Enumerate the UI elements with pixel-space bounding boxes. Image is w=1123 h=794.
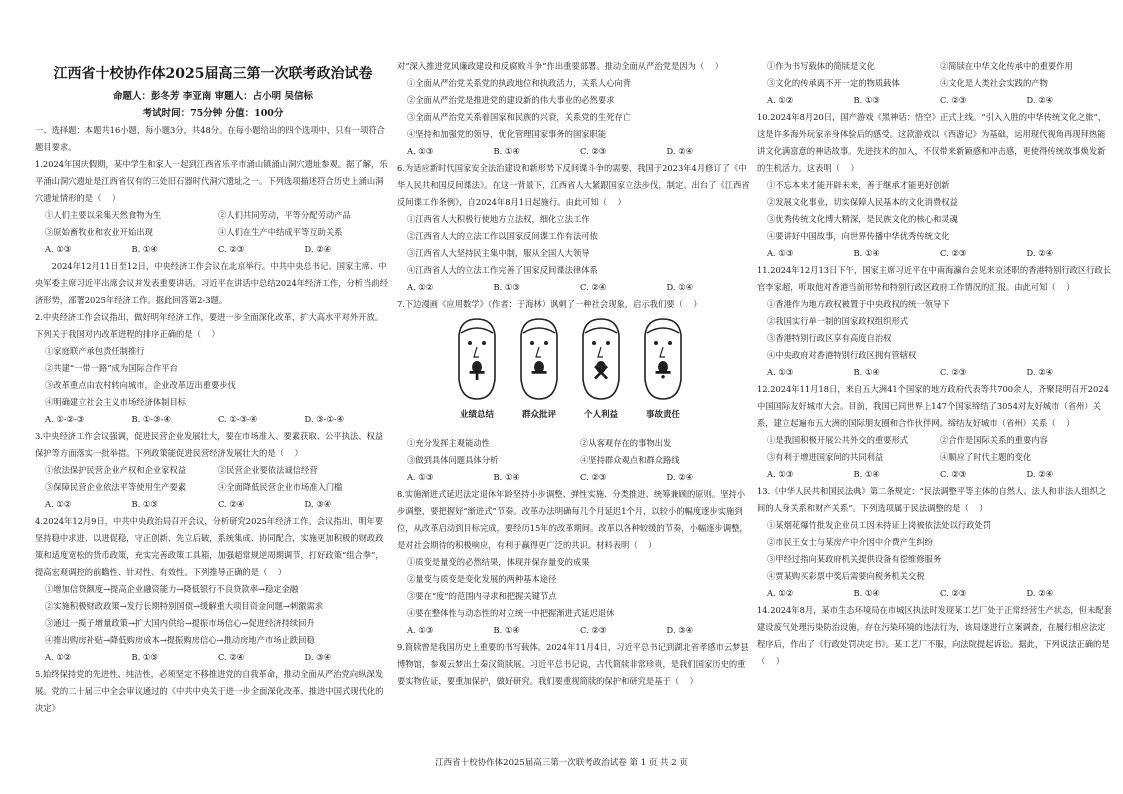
q3-choice-d: D. ③④ xyxy=(304,499,332,509)
q5-choice-c: C. ②③ xyxy=(580,146,607,156)
authors: 命题人：彭冬芳 李亚南 审题人：占小明 吴信标 xyxy=(113,91,313,102)
q11-item-1: ①香港作为地方政权被置于中央政权的统一领导下 xyxy=(767,299,950,309)
q13-choice-d: D. ②④ xyxy=(1026,588,1054,598)
q10-item-2: ②发展文化事业，切实保障人民基本的文化消费权益 xyxy=(767,197,958,207)
q12-choice-a: A. ①③ xyxy=(767,469,794,479)
q5-item-3: ③全面从严治党关系着国家和民族的兴衰，关系党的生死存亡 xyxy=(407,112,632,122)
q6-item-4: ④江西省人大的立法工作完善了国家反间谍法律体系 xyxy=(407,265,598,275)
q6-choice-c: C. ②④ xyxy=(580,282,607,292)
column-3 xyxy=(757,58,1113,670)
q2-choice-b: B. ①-③-④ xyxy=(131,414,171,424)
q3-item-2: ②民营企业要依法诚信经营 xyxy=(218,465,318,475)
q3-stem: 3.中央经济工作会议强调，促进民营企业发展壮大，要在市场准入、要素获取、公平执法、权益保护等方面落实一批举措。下列政策能促进民营经济发展壮大的是（ ） xyxy=(35,431,384,458)
q6-choice-a: A. ①② xyxy=(407,282,434,292)
q7-options-row1 xyxy=(397,435,753,452)
q1-choice-a: A. ①③ xyxy=(45,244,72,254)
q5-choices xyxy=(397,143,753,160)
q3-choice-c: C. ②④ xyxy=(218,499,245,509)
q10-choices xyxy=(757,245,1113,262)
cartoon-label-3: 个人利益 xyxy=(583,410,618,420)
q9-choice-d: D. ②④ xyxy=(1026,95,1054,105)
q11-item-3: ③香港特别行政区享有高度自治权 xyxy=(767,333,892,343)
q8-item-4: ④要在整体性与动态性的对立统一中把握渐进式延迟退休 xyxy=(407,608,615,618)
q3-item-1: ①依法保护民营企业产权和企业家权益 xyxy=(45,465,187,475)
q1-item-1: ①人们主要以采集天然食物为生 xyxy=(45,210,162,220)
q12-options-row1 xyxy=(757,432,1113,449)
q12-item-2: ②合作是国际关系的重要内容 xyxy=(940,435,1048,445)
q4-item-1: ①增加信贷额度→提高企业融资能力→降低银行不良贷款率→稳定金融 xyxy=(45,584,299,594)
q8-choice-c: C. ②③ xyxy=(580,625,607,635)
q7-choice-c: C. ②③ xyxy=(580,472,607,482)
q1-stem: 1.2024年国庆假期，某中学生和家人一起到江西省乐平市涌山镇涌山洞穴遗址参观。据了解，乐平涌山洞穴遗址是江西省仅有的三处旧石器时代洞穴遗址之一。下列选项描述符合历史上涌山洞穴遗址情形的是（ ） xyxy=(35,159,388,203)
q5-stem: 5.始终保持党的先进性、纯洁性，必须坚定不移推进党的自我革命，推动全面从严治党向纵深发展。党的二十届三中全会审议通过的《中共中央关于进一步全面深化改革、推进中国式现代化的决定》 xyxy=(35,669,384,713)
q9-choice-a: A. ①② xyxy=(767,95,794,105)
q8-item-3: ③要在“度”的范围内寻求和把握关键节点 xyxy=(407,591,557,601)
q12-choice-c: C. ②③ xyxy=(940,469,967,479)
q13-stem: 13.《中华人民共和国民法典》第二条规定：“民法调整平等主体的自然人、法人和非法人组织之间的人身关系和财产关系”。下列选项属于民法调整的是（ ） xyxy=(757,486,1107,513)
q10-choice-c: C. ②③ xyxy=(940,248,967,258)
q6-choice-d: D. ①④ xyxy=(666,282,694,292)
q6-stem: 6.为适应新时代国家安全法治建设和新形势下反间谍斗争的需要，我国于2023年4月修订了《中华人民共和国反间谍法》。在这一背景下，江西省人大紧跟国家立法步伐，制定、出台了《江西省反间谍工作条例》，自2024年8月1日起施行。由此可知（ ） xyxy=(397,163,750,207)
q4-choice-b: B. ①③ xyxy=(131,652,158,662)
q4-choice-c: C. ②④ xyxy=(218,652,245,662)
q7-item-3: ③做到具体问题具体分析 xyxy=(407,455,499,465)
q13-choice-c: C. ②③ xyxy=(940,588,967,598)
q7-item-2: ②从客观存在的事物出发 xyxy=(580,438,672,448)
q1-item-2: ②人们共同劳动，平等分配劳动产品 xyxy=(218,210,351,220)
q5-item-1: ①全面从严治党关系党的执政地位和执政活力，关系人心向背 xyxy=(407,78,632,88)
q3-options-row2 xyxy=(35,479,391,496)
q8-choice-a: A. ①③ xyxy=(407,625,434,635)
q2-choice-d: D. ③-①-④ xyxy=(304,414,345,424)
q8-item-2: ②量变与质变是变化发展的两种基本途径 xyxy=(407,574,557,584)
q4-stem: 4.2024年12月9日，中共中央政治局召开会议，分析研究2025年经济工作。会议指出，明年要坚持稳中求进、以进促稳，守正创新、先立后破，系统集成、协同配合，实施更加积极的财政政策和适度宽松的货币政策，充实完善政策工具箱，加强超常规逆周期调节，打好政策“组合拳”，提高宏观调控的前瞻性、针对性、有效性。下列推导正确的是（ ） xyxy=(35,516,384,577)
q13-item-4: ④贾某购买彩票中奖后需要向税务机关交税 xyxy=(767,571,925,581)
q4-choice-a: A. ①② xyxy=(45,652,72,662)
q7-choice-b: B. ①④ xyxy=(493,472,520,482)
cartoon-label-1: 业绩总结 xyxy=(459,410,494,420)
column-2 xyxy=(397,58,753,690)
q8-choice-d: D. ③④ xyxy=(666,625,694,635)
q9-choice-b: B. ①③ xyxy=(853,95,880,105)
q5-item-4: ④坚持和加强党的领导，优化管理国家事务的国家职能 xyxy=(407,129,607,139)
section-intro: 一、选择题：本题共16小题，每小题3分，共48分。在每小题给出的四个选项中，只有一项符合题目要求。 xyxy=(35,125,385,152)
q2-item-4: ④明确建立社会主义市场经济体制目标 xyxy=(45,397,187,407)
q12-item-3: ③有利于增进国家间的共同利益 xyxy=(767,452,884,462)
q3-options-row1 xyxy=(35,462,391,479)
q12-item-1: ①是我国积极开展公共外交的重要形式 xyxy=(767,435,909,445)
q8-item-1: ①质变是量变的必然结果，体现并保存量变的成果 xyxy=(407,557,590,567)
q7-item-1: ①充分发挥主观能动性 xyxy=(407,438,490,448)
q1-choice-d: D. ②④ xyxy=(304,244,332,254)
q12-options-row2 xyxy=(757,449,1113,466)
q4-item-3: ③通过一揽子增量政策→扩大国内供给→提振市场信心→促进经济持续回升 xyxy=(45,618,315,628)
q9-stem: 9.简牍曾是我国历史上重要的书写载体。2024年11月4日，习近平总书记到湖北省孝感市云梦县博物馆，参观云梦出土秦汉简牍展。习近平总书记说，古代简牍非常珍贵，是我们国家历史的重要实物佐证，要重加保护，做好研究。我们要重视简牍的保护和研究是基于（ ） xyxy=(397,642,749,686)
q8-stem: 8.实施渐进式延迟法定退休年龄坚持小步调整、弹性实施、分类推进、统筹兼顾的原则。坚持小步调整，要把握好“渐进式”节奏。改革办法明确每几个月延迟1个月，以较小的幅度逐步实施到位，从改革启动到目标完成，要经历15年的改革期间。改革以各种较缓的节奏，小幅逐步调整，是对社会期待的积极响应，有利于赢得更广泛的共识。材料表明（ ） xyxy=(397,489,748,550)
q1-choice-c: C. ②③ xyxy=(218,244,245,254)
q2-stem: 2.中央经济工作会议指出，做好明年经济工作，要进一步全面深化改革，扩大高水平对外开放。下列关于我国对内改革进程的排序正确的是（ ） xyxy=(35,312,384,339)
q4-choice-d: D. ③④ xyxy=(304,652,332,662)
q9-item-4: ④文化是人类社会实践的产物 xyxy=(940,78,1048,88)
q10-stem: 10.2024年8月20日，国产游戏《黑神话：悟空》正式上线。“引入入胜的中华传统文化之旅”，这是许多海外玩家亲身体验后的感受。这款游戏以《西游记》为基础，运用现代视角再现拜热能讲文化满富意的神话故事。先进技术的加入，不仅带来新颖感和冲击感，更使得传统故事焕发新的生机活力。这表明（ ） xyxy=(757,112,1107,173)
q13-choices xyxy=(757,585,1113,602)
q11-choices xyxy=(757,364,1113,381)
q10-item-1: ①不忘本来才能开辟未来，善于继承才能更好创新 xyxy=(767,180,950,190)
cartoon-label-4: 事故责任 xyxy=(645,410,680,420)
q6-choices xyxy=(397,279,753,296)
q11-item-4: ④中央政府对香港特别行政区拥有管辖权 xyxy=(767,350,917,360)
q1-item-4: ④人们在生产中结成平等互助关系 xyxy=(218,227,343,237)
q5-item-2: ②全面从严治党是推进党的建设新的伟大事业的必然要求 xyxy=(407,95,615,105)
q1-options-row1 xyxy=(35,207,391,224)
q7-item-4: ④坚持群众观点和群众路线 xyxy=(580,455,680,465)
q10-choice-b: B. ①④ xyxy=(853,248,880,258)
q2-item-3: ③改革重点由农村转向城市，企业改革迈出重要步伐 xyxy=(45,380,236,390)
q12-stem: 12.2024年11月18日，来自五大洲41个国家的地方政府代表等共700余人，齐聚昆明召开2024中国国际友好城市大会。目前，我国已同世界上147个国家缔结了3054对友好城市（省州）关系，建立起遍布五大洲的国际朋友圈和合作伙伴网。缔结友好城市（省州）关系（ ） xyxy=(757,384,1109,428)
q10-choice-a: A. ①③ xyxy=(767,248,794,258)
q8-choices xyxy=(397,622,753,639)
q4-choices xyxy=(35,649,391,666)
cartoon-label-2: 群众批评 xyxy=(521,410,556,420)
q2-choices xyxy=(35,411,391,428)
sign-1: + xyxy=(466,357,488,386)
q5-choice-a: A. ①③ xyxy=(407,146,434,156)
q3-choices xyxy=(35,496,391,513)
q12-choices xyxy=(757,466,1113,483)
q11-item-2: ②我国实行单一制的国家政权组织形式 xyxy=(767,316,909,326)
q11-choice-c: C. ②③ xyxy=(940,367,967,377)
q6-choice-b: B. ①③ xyxy=(493,282,520,292)
q2-item-1: ①家庭联产承包责任制推行 xyxy=(45,346,145,356)
q2-choice-c: C. ①-③-④ xyxy=(218,414,258,424)
q12-choice-d: D. ②④ xyxy=(1026,469,1054,479)
q11-choice-b: B. ①④ xyxy=(853,367,880,377)
q6-item-3: ③江西省人大坚持民主集中制，服从全国人大领导 xyxy=(407,248,590,258)
q11-stem: 11.2024年12月13日下午，国家主席习近平在中南海瀛台会见来京述职的香港特别行政区行政长官李家超，听取他对香港当前形势和特别行政区政府工作情况的汇报。由此可知（ ） xyxy=(757,265,1112,292)
q1-choices xyxy=(35,241,391,258)
q8-choice-b: B. ①④ xyxy=(493,625,520,635)
q1-item-3: ③原始畜牧业和农业开始出现 xyxy=(45,227,153,237)
column-1 xyxy=(35,58,391,717)
q7-options-row2 xyxy=(397,452,753,469)
q6-item-1: ①江西省人大积极行使地方立法权，细化立法工作 xyxy=(407,214,590,224)
q9-item-1: ①作为书写载体的简牍是文化 xyxy=(767,61,875,71)
q1-options-row2 xyxy=(35,224,391,241)
q2-choice-a: A. ①-②-③ xyxy=(45,414,85,424)
q2-item-2: ②共建“一带一路”成为国际合作平台 xyxy=(45,363,178,373)
q3-item-4: ④全面降低民营企业市场准入门槛 xyxy=(218,482,343,492)
q10-choice-d: D. ②④ xyxy=(1026,248,1054,258)
q9-choices xyxy=(757,92,1113,109)
q11-choice-a: A. ①③ xyxy=(767,367,794,377)
material-2-3: 2024年12月11日至12日，中央经济工作会议在北京举行。中共中央总书记、国家主席、中央军委主席习近平出席会议并发表重要讲话。习近平在讲话中总结2024年经济工作，分析当前经济形势，部署2025年经济工作。据此回答第2-3题。 xyxy=(35,261,388,305)
q3-item-3: ③保障民营企业依法平等使用生产要素 xyxy=(45,482,187,492)
page-footer: 江西省十校协作体2025届高三第一次联考政治试卷 第 1 页 共 2 页 xyxy=(435,758,688,768)
q3-choice-b: B. ①③ xyxy=(131,499,158,509)
sign-4: ÷ xyxy=(652,357,674,386)
q13-item-2: ②市民王女士与某房产中介因中介费产生纠纷 xyxy=(767,537,933,547)
q5-choice-d: D. ②④ xyxy=(666,146,694,156)
q10-item-3: ③优秀传统文化博大精深，是民族文化的核心和灵魂 xyxy=(767,214,958,224)
q9-options-row1 xyxy=(757,58,1113,75)
cartoon-applied-math xyxy=(447,315,697,433)
sign-2: − xyxy=(528,357,550,386)
q13-choice-a: A. ①② xyxy=(767,588,794,598)
q5-stem-cont: 对“深入推进党风廉政建设和反腐败斗争”作出重要部署。推动全面从严治党是因为（ ） xyxy=(397,61,724,71)
q7-choice-a: A. ①③ xyxy=(407,472,434,482)
q13-item-1: ①某烟花爆竹批发企业员工因未持证上岗被依法处以行政处罚 xyxy=(767,520,992,530)
q7-choice-d: D. ②④ xyxy=(666,472,694,482)
q7-choices xyxy=(397,469,753,486)
q11-choice-d: D. ②④ xyxy=(1026,367,1054,377)
q12-choice-b: B. ①④ xyxy=(853,469,880,479)
exam-title: 江西省十校协作体2025届高三第一次联考政治试卷 xyxy=(53,66,373,82)
q9-choice-c: C. ②③ xyxy=(940,95,967,105)
q10-item-4: ④要讲好中国故事，向世界传播中华优秀传统文化 xyxy=(767,231,950,241)
q14-stem: 14.2024年8月，某市生态环境局在市城区执法时发现某工艺厂处于正常经营生产状态，但未配套建设废气处理污染防治设施，存在污染环境的违法行为，该局遂进行立案调查，在履行相应法定程序后，作出了《行政处罚决定书》。某工艺厂不服，向法院提起诉讼。据此，下列说法正确的是（ ） xyxy=(757,605,1112,666)
q13-choice-b: B. ①④ xyxy=(853,588,880,598)
q9-item-3: ③文化的传承离不开一定的物质载体 xyxy=(767,78,900,88)
q6-item-2: ②江西省人大的立法工作以国家反间谍工作有法可依 xyxy=(407,231,598,241)
q1-choice-b: B. ①④ xyxy=(131,244,158,254)
sign-3: × xyxy=(590,357,612,386)
q9-options-row2 xyxy=(757,75,1113,92)
q4-item-4: ④推出购房补贴→降低购房成本→提振购房信心→推动房地产市场止跌回稳 xyxy=(45,635,315,645)
q3-choice-a: A. ①② xyxy=(45,499,72,509)
q5-choice-b: B. ①④ xyxy=(493,146,520,156)
q13-item-3: ③甲经过指向某政府机关提供设备有偿维修服务 xyxy=(767,554,942,564)
q4-item-2: ②实施积极财政政策→发行长期特别国债→缓解重大项目资金问题→刺激需求 xyxy=(45,601,324,611)
q7-stem: 7.下边漫画《应用数学》（作者：于海林）讽刺了一种社会现象，启示我们要（ ） xyxy=(397,299,702,309)
exam-info: 考试时间：75分钟 分值：100分 xyxy=(142,108,284,119)
q12-item-4: ④顺应了时代主题的变化 xyxy=(940,452,1032,462)
q9-item-2: ②简牍在中华文化传承中的重要作用 xyxy=(940,61,1073,71)
